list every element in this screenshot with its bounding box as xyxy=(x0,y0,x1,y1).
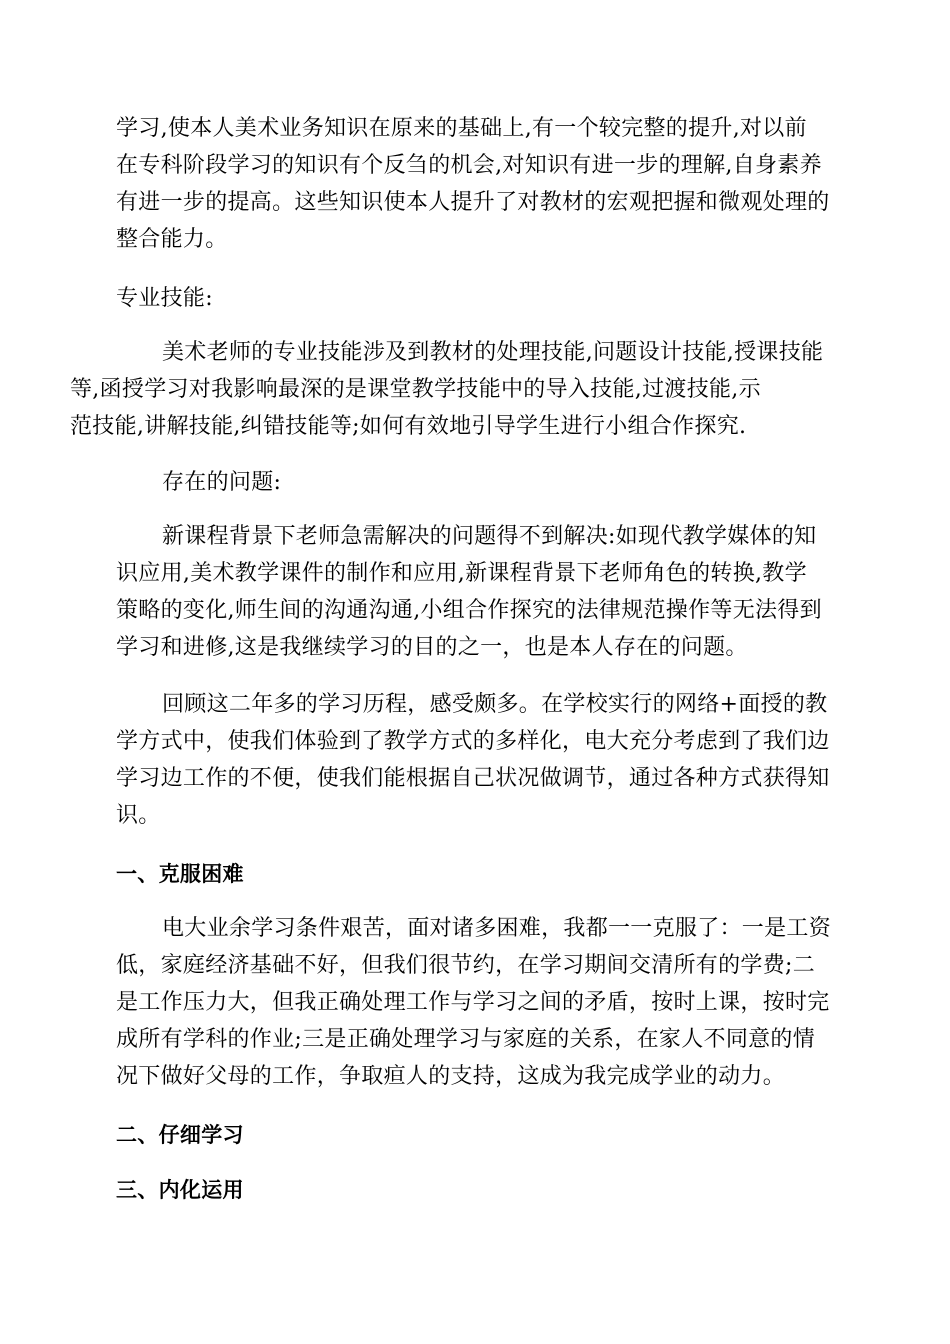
section-label-skills: 专业技能: xyxy=(116,286,213,311)
text-line: 整合能力。 xyxy=(116,227,228,252)
text-line: 策略的变化,师生间的沟通沟通,小组合作探究的法律规范操作等无法得到 xyxy=(116,598,822,623)
paragraph-problems xyxy=(116,518,836,666)
text-line: 识。 xyxy=(116,803,161,828)
text-line: 是工作压力大，但我正确处理工作与学习之间的矛盾，按时上课，按时完 xyxy=(116,990,830,1015)
text-line: 新课程背景下老师急需解决的问题得不到解决:如现代教学媒体的知 xyxy=(162,524,817,549)
paragraph-review xyxy=(116,686,836,834)
text-line: 电大业余学习条件艰苦，面对诸多困难，我都一一克服了：一是工资 xyxy=(162,916,832,941)
text-line: 在专科阶段学习的知识有个反刍的机会,对知识有进一步的理解,自身素养 xyxy=(116,153,822,178)
text-line: 等,函授学习对我影响最深的是课堂教学技能中的导入技能,过渡技能,示 xyxy=(70,377,761,402)
paragraph-study-benefits xyxy=(116,110,836,258)
text-line: 美术老师的专业技能涉及到教材的处理技能,问题设计技能,授课技能 xyxy=(162,340,824,365)
text-line: 学方式中，使我们体验到了教学方式的多样化，电大充分考虑到了我们边 xyxy=(116,729,830,754)
heading-internalize-apply: 三、内化运用 xyxy=(116,1178,244,1202)
text-line: 范技能,讲解技能,纠错技能等;如何有效地引导学生进行小组合作探究. xyxy=(70,414,747,439)
text-line: 学习,使本人美术业务知识在原来的基础上,有一个较完整的提升,对以前 xyxy=(116,116,807,141)
heading-careful-study: 二、仔细学习 xyxy=(116,1123,244,1147)
paragraph-skills xyxy=(70,334,836,445)
text-line: 学习边工作的不便，使我们能根据自己状况做调节，通过各种方式获得知 xyxy=(116,766,830,791)
text-line: 学习和进修,这是我继续学习的目的之一，也是本人存在的问题。 xyxy=(116,635,748,660)
paragraph-difficulties xyxy=(116,910,836,1095)
section-label-problems: 存在的问题: xyxy=(162,470,282,495)
text-line: 回顾这二年多的学习历程，感受颇多。在学校实行的网络+面授的教 xyxy=(162,692,828,717)
text-line: 低，家庭经济基础不好，但我们很节约，在学习期间交清所有的学费;二 xyxy=(116,953,816,978)
text-line: 况下做好父母的工作，争取疸人的支持，这成为我完成学业的动力。 xyxy=(116,1064,786,1089)
text-line: 识应用,美术教学课件的制作和应用,新课程背景下老师角色的转换,教学 xyxy=(116,561,807,586)
text-line: 有进一步的提高。这些知识使本人提升了对教材的宏观把握和微观处理的 xyxy=(116,190,830,215)
heading-overcome-difficulties: 一、克服困难 xyxy=(116,862,244,886)
text-line: 成所有学科的作业;三是正确处理学习与家庭的关系，在家人不同意的情 xyxy=(116,1027,816,1052)
